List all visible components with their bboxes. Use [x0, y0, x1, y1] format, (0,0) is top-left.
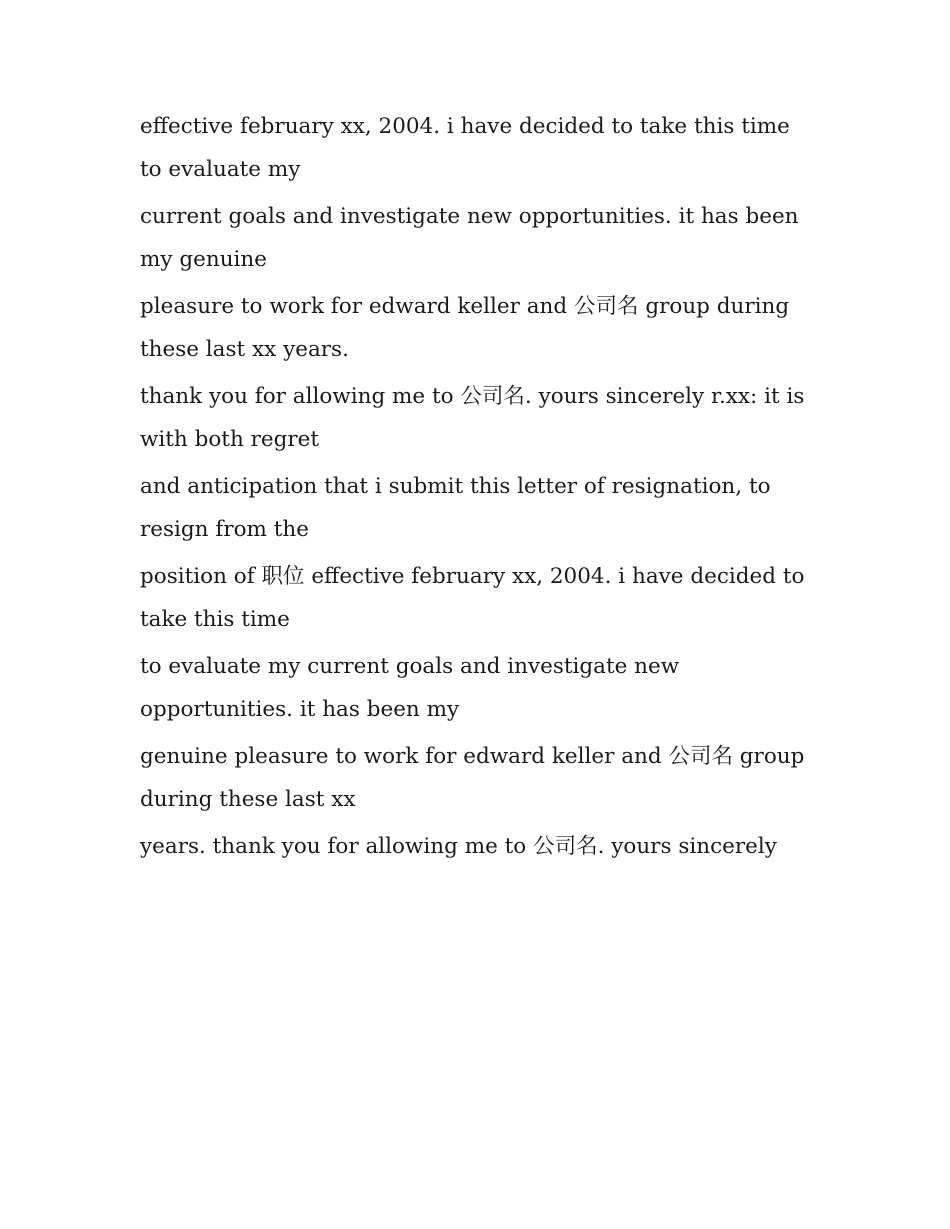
- document-body: [140, 105, 812, 872]
- text-line-1: effective february xx, 2004. i have decided to take this time to evaluate my: [140, 114, 790, 182]
- text-line-6: position of 职位 effective february xx, 2004. i have decided to take this time: [140, 564, 805, 632]
- text-line-9: years. thank you for allowing me to 公司名. yours sincerely: [140, 834, 777, 859]
- text-line-8: genuine pleasure to work for edward keller and 公司名 group during these last xx: [140, 744, 805, 812]
- text-line-3: pleasure to work for edward keller and 公司名 group during these last xx years.: [140, 294, 790, 362]
- text-line-4: thank you for allowing me to 公司名. yours sincerely r.xx: it is with both regret: [140, 384, 805, 452]
- text-line-5: and anticipation that i submit this letter of resignation, to resign from the: [140, 474, 771, 542]
- text-line-7: to evaluate my current goals and investigate new opportunities. it has been my: [140, 654, 680, 722]
- text-line-2: current goals and investigate new opportunities. it has been my genuine: [140, 204, 799, 272]
